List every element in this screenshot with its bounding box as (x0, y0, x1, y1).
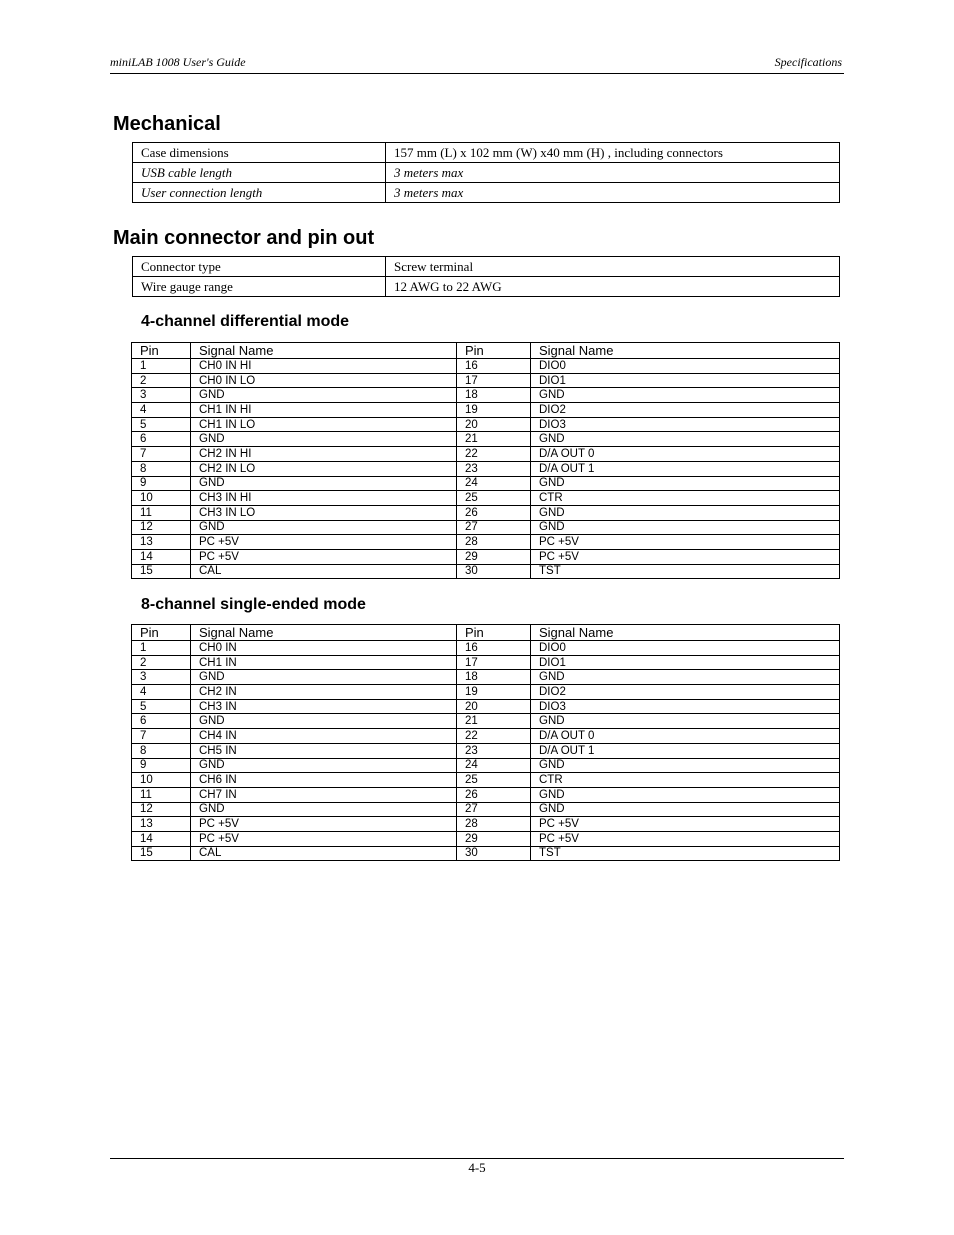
pin-number-cell: 28 (457, 817, 531, 832)
pin-number-cell: 11 (132, 505, 191, 520)
spec-value: 3 meters max (386, 183, 840, 203)
table-row (132, 787, 840, 802)
pin-number-cell: 22 (457, 729, 531, 744)
table-row (133, 257, 840, 277)
table-row (132, 447, 840, 462)
signal-name-cell: PC +5V (191, 549, 457, 564)
signal-name-cell: CH1 IN HI (191, 403, 457, 418)
pin-number-cell: 2 (132, 655, 191, 670)
signal-name-cell: DIO3 (531, 417, 840, 432)
pin-number-cell: 16 (457, 359, 531, 374)
signal-name-cell: CH1 IN (191, 655, 457, 670)
signal-name-cell: GND (191, 670, 457, 685)
spec-key: Connector type (133, 257, 386, 277)
signal-name-cell: CH1 IN LO (191, 417, 457, 432)
pin-number-cell: 7 (132, 447, 191, 462)
pin-number-cell: 23 (457, 461, 531, 476)
signal-name-cell: DIO3 (531, 699, 840, 714)
pin-number-cell: 3 (132, 670, 191, 685)
pin-number-cell: 3 (132, 388, 191, 403)
signal-name-cell: D/A OUT 1 (531, 461, 840, 476)
pin-number-cell: 18 (457, 388, 531, 403)
table-row (132, 505, 840, 520)
pin-number-cell: 1 (132, 359, 191, 374)
table-row (132, 373, 840, 388)
pin-number-cell: 17 (457, 655, 531, 670)
column-header: Signal Name (531, 343, 840, 359)
pin-number-cell: 4 (132, 685, 191, 700)
pin-number-cell: 21 (457, 714, 531, 729)
signal-name-cell: GND (191, 388, 457, 403)
page-header (110, 55, 844, 74)
column-header: Pin (457, 625, 531, 641)
signal-name-cell: PC +5V (531, 549, 840, 564)
pin-number-cell: 10 (132, 773, 191, 788)
pin-number-cell: 22 (457, 447, 531, 462)
pin-number-cell: 15 (132, 564, 191, 579)
connector-heading: Main connector and pin out (113, 227, 375, 249)
pin-number-cell: 26 (457, 787, 531, 802)
signal-name-cell: GND (191, 520, 457, 535)
spec-value: 3 meters max (386, 163, 840, 183)
pin-number-cell: 16 (457, 641, 531, 656)
signal-name-cell: PC +5V (531, 817, 840, 832)
pin-number-cell: 29 (457, 831, 531, 846)
footer-rule (110, 1158, 844, 1159)
table-row (132, 670, 840, 685)
signal-name-cell: GND (191, 758, 457, 773)
signal-name-cell: GND (531, 476, 840, 491)
spec-key: Wire gauge range (133, 277, 386, 297)
table-row (132, 831, 840, 846)
table-row (132, 714, 840, 729)
connector-table (132, 256, 840, 297)
pin-number-cell: 25 (457, 491, 531, 506)
signal-name-cell: CH3 IN (191, 699, 457, 714)
signal-name-cell: DIO1 (531, 655, 840, 670)
pin-number-cell: 17 (457, 373, 531, 388)
pin-number-cell: 9 (132, 476, 191, 491)
signal-name-cell: GND (531, 758, 840, 773)
page-number: 4-5 (468, 1160, 486, 1175)
pin-number-cell: 25 (457, 773, 531, 788)
pin-number-cell: 20 (457, 699, 531, 714)
spec-key: User connection length (133, 183, 386, 203)
pin-number-cell: 27 (457, 520, 531, 535)
signal-name-cell: DIO1 (531, 373, 840, 388)
signal-name-cell: PC +5V (191, 535, 457, 550)
table-row (132, 685, 840, 700)
spec-value: Screw terminal (386, 257, 840, 277)
pin-number-cell: 19 (457, 685, 531, 700)
table-row (132, 549, 840, 564)
table-row (132, 403, 840, 418)
pin-number-cell: 2 (132, 373, 191, 388)
signal-name-cell: PC +5V (191, 817, 457, 832)
mechanical-table (132, 142, 840, 203)
pin-number-cell: 15 (132, 846, 191, 861)
signal-name-cell: CH0 IN HI (191, 359, 457, 374)
table-row (132, 520, 840, 535)
pin-number-cell: 26 (457, 505, 531, 520)
signal-name-cell: GND (531, 505, 840, 520)
spec-value: 157 mm (L) x 102 mm (W) x40 mm (H) , including connectors (386, 143, 840, 163)
pin-number-cell: 14 (132, 831, 191, 846)
column-header: Pin (132, 343, 191, 359)
signal-name-cell: GND (531, 432, 840, 447)
signal-name-cell: DIO2 (531, 685, 840, 700)
table-row (132, 388, 840, 403)
signal-name-cell: GND (191, 714, 457, 729)
signal-name-cell: TST (531, 846, 840, 861)
table-row (132, 461, 840, 476)
table-row (132, 802, 840, 817)
mechanical-heading: Mechanical (113, 113, 221, 135)
pin-number-cell: 13 (132, 535, 191, 550)
signal-name-cell: DIO0 (531, 359, 840, 374)
pin-number-cell: 21 (457, 432, 531, 447)
pin-number-cell: 13 (132, 817, 191, 832)
spec-value: 12 AWG to 22 AWG (386, 277, 840, 297)
signal-name-cell: CH0 IN LO (191, 373, 457, 388)
signal-name-cell: CAL (191, 846, 457, 861)
single-ended-mode-heading: 8-channel single-ended mode (141, 596, 366, 613)
column-header: Pin (457, 343, 531, 359)
pin-number-cell: 7 (132, 729, 191, 744)
signal-name-cell: PC +5V (531, 831, 840, 846)
pin-number-cell: 14 (132, 549, 191, 564)
signal-name-cell: CH3 IN HI (191, 491, 457, 506)
pin-number-cell: 10 (132, 491, 191, 506)
table-row (132, 655, 840, 670)
pin-number-cell: 30 (457, 846, 531, 861)
signal-name-cell: CAL (191, 564, 457, 579)
table-row (133, 277, 840, 297)
signal-name-cell: GND (191, 432, 457, 447)
signal-name-cell: CTR (531, 773, 840, 788)
table-header-row (132, 625, 840, 641)
table-row (132, 417, 840, 432)
differential-pinout-table (131, 342, 840, 579)
differential-mode-heading: 4-channel differential mode (141, 313, 350, 330)
signal-name-cell: CH7 IN (191, 787, 457, 802)
spec-key: USB cable length (133, 163, 386, 183)
signal-name-cell: DIO0 (531, 641, 840, 656)
pin-number-cell: 27 (457, 802, 531, 817)
table-row (132, 564, 840, 579)
signal-name-cell: GND (531, 714, 840, 729)
column-header: Signal Name (191, 343, 457, 359)
pin-number-cell: 19 (457, 403, 531, 418)
single-ended-pinout-table (131, 624, 840, 861)
signal-name-cell: CTR (531, 491, 840, 506)
signal-name-cell: GND (531, 520, 840, 535)
table-row (133, 143, 840, 163)
table-header-row (132, 343, 840, 359)
pin-number-cell: 1 (132, 641, 191, 656)
column-header: Pin (132, 625, 191, 641)
section-name: Specifications (774, 55, 842, 69)
table-row (132, 641, 840, 656)
signal-name-cell: GND (531, 388, 840, 403)
pin-number-cell: 5 (132, 699, 191, 714)
pin-number-cell: 28 (457, 535, 531, 550)
signal-name-cell: CH2 IN (191, 685, 457, 700)
signal-name-cell: GND (531, 802, 840, 817)
pin-number-cell: 11 (132, 787, 191, 802)
pin-number-cell: 23 (457, 743, 531, 758)
signal-name-cell: CH2 IN LO (191, 461, 457, 476)
column-header: Signal Name (531, 625, 840, 641)
signal-name-cell: CH0 IN (191, 641, 457, 656)
pin-number-cell: 12 (132, 802, 191, 817)
signal-name-cell: D/A OUT 0 (531, 729, 840, 744)
table-row (132, 432, 840, 447)
pin-number-cell: 30 (457, 564, 531, 579)
signal-name-cell: DIO2 (531, 403, 840, 418)
table-row (133, 183, 840, 203)
signal-name-cell: D/A OUT 1 (531, 743, 840, 758)
pin-number-cell: 24 (457, 758, 531, 773)
signal-name-cell: GND (191, 476, 457, 491)
pin-number-cell: 8 (132, 743, 191, 758)
signal-name-cell: D/A OUT 0 (531, 447, 840, 462)
table-row (132, 846, 840, 861)
signal-name-cell: PC +5V (191, 831, 457, 846)
pin-number-cell: 5 (132, 417, 191, 432)
pin-number-cell: 24 (457, 476, 531, 491)
signal-name-cell: GND (531, 670, 840, 685)
signal-name-cell: CH2 IN HI (191, 447, 457, 462)
signal-name-cell: TST (531, 564, 840, 579)
pin-number-cell: 8 (132, 461, 191, 476)
pin-number-cell: 29 (457, 549, 531, 564)
column-header: Signal Name (191, 625, 457, 641)
pin-number-cell: 18 (457, 670, 531, 685)
table-row (132, 729, 840, 744)
table-row (133, 163, 840, 183)
pin-number-cell: 9 (132, 758, 191, 773)
table-row (132, 535, 840, 550)
table-row (132, 476, 840, 491)
table-row (132, 743, 840, 758)
pin-number-cell: 4 (132, 403, 191, 418)
table-row (132, 359, 840, 374)
pin-number-cell: 12 (132, 520, 191, 535)
spec-key: Case dimensions (133, 143, 386, 163)
document-title: miniLAB 1008 User's Guide (110, 55, 246, 69)
signal-name-cell: CH6 IN (191, 773, 457, 788)
signal-name-cell: CH3 IN LO (191, 505, 457, 520)
table-row (132, 491, 840, 506)
table-row (132, 699, 840, 714)
pin-number-cell: 20 (457, 417, 531, 432)
table-row (132, 817, 840, 832)
signal-name-cell: GND (531, 787, 840, 802)
pin-number-cell: 6 (132, 714, 191, 729)
pin-number-cell: 6 (132, 432, 191, 447)
table-row (132, 773, 840, 788)
table-row (132, 758, 840, 773)
signal-name-cell: CH4 IN (191, 729, 457, 744)
signal-name-cell: CH5 IN (191, 743, 457, 758)
signal-name-cell: PC +5V (531, 535, 840, 550)
signal-name-cell: GND (191, 802, 457, 817)
